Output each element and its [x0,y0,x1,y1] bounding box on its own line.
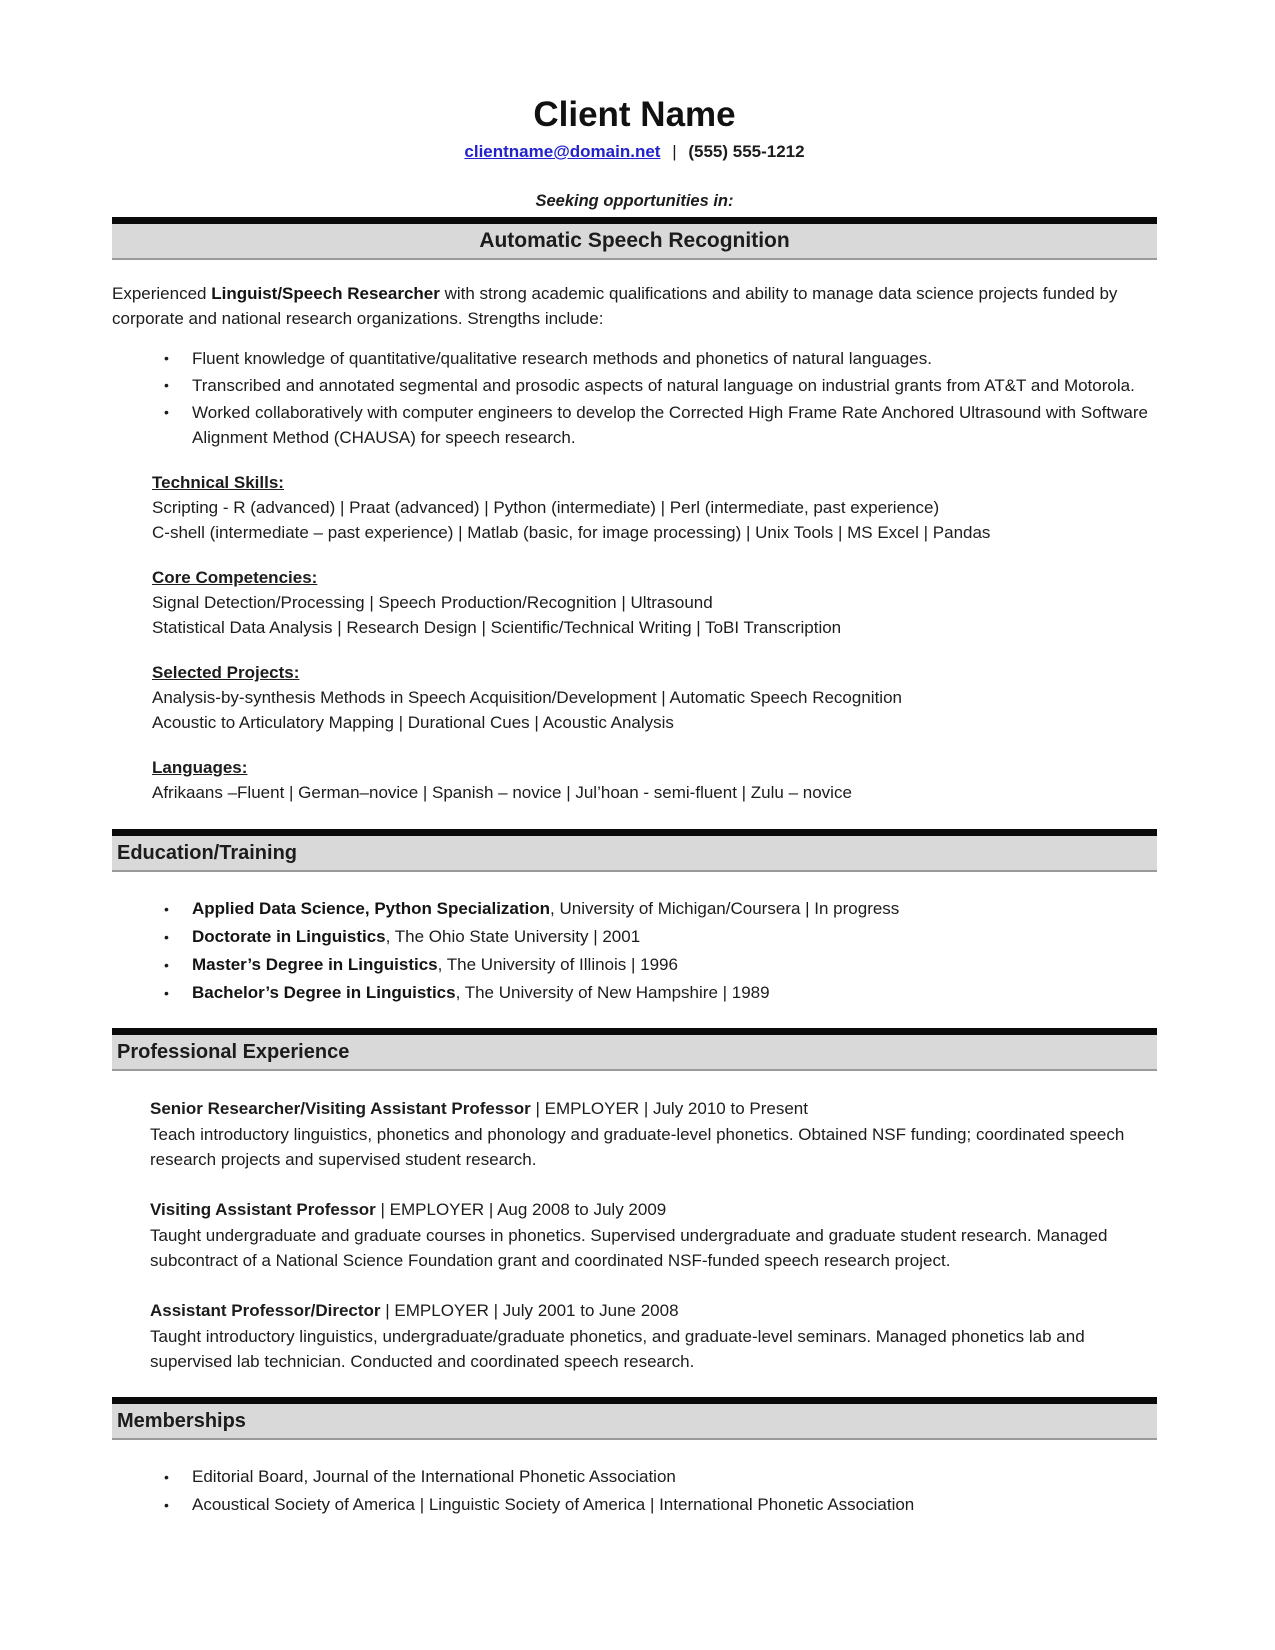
job-entry [150,1096,1157,1172]
list-item [112,1464,1157,1490]
resume-page [112,0,1157,1518]
bullet-icon: • [164,985,169,1001]
list-item [112,373,1157,398]
subsection-heading: Selected Projects: [152,663,300,682]
subsection-heading: Core Competencies: [152,568,318,587]
subsection-languages [152,755,1157,805]
subsection-line: Analysis-by-synthesis Methods in Speech Acquisition/Development | Automatic Speech Recognition [152,688,902,707]
contact-divider: | [672,142,677,161]
summary-highlight: Linguist/Speech Researcher [211,284,440,303]
section-header-memberships [112,1397,1157,1440]
bullet-text: Worked collaboratively with computer engineers to develop the Corrected High Frame Rate Anchored Ultrasound with Software Alignment Method (CHAUSA) for speech research. [192,403,1148,447]
section-header-education [112,829,1157,872]
job-entry [150,1298,1157,1374]
list-item [112,896,1157,922]
subsection-core-competencies [152,565,1157,640]
bullet-icon: • [164,350,169,366]
subsection-line: Statistical Data Analysis | Research Design | Scientific/Technical Writing | ToBI Transcription [152,618,842,637]
memberships-list [112,1464,1157,1518]
client-name: Client Name [533,95,736,134]
bullet-icon: • [164,1497,169,1513]
job-title-line [150,1096,1157,1121]
job-title-line [150,1298,1157,1323]
degree-name: Doctorate in Linguistics [192,927,386,946]
job-meta: | EMPLOYER | Aug 2008 to July 2009 [380,1200,667,1219]
degree-name: Bachelor’s Degree in Linguistics [192,983,456,1002]
list-item [112,952,1157,978]
education-list [112,896,1157,1006]
degree-details: , The Ohio State University | 2001 [385,927,641,946]
subsection-line: Acoustic to Articulatory Mapping | Durational Cues | Acoustic Analysis [152,713,674,732]
list-item [112,980,1157,1006]
job-title-line [150,1197,1157,1222]
job-description: Teach introductory linguistics, phonetics and phonology and graduate-level phonetics. Obtained NSF funding; coordinated speech research projects and supervised student research. [150,1125,1125,1169]
phone-number: (555) 555-1212 [688,142,805,161]
contact-line [112,139,1157,164]
list-item [112,400,1157,450]
subsection-heading: Technical Skills: [152,473,284,492]
section-title: Memberships [117,1410,246,1432]
subsection-heading: Languages: [152,758,248,777]
bullet-icon: • [164,901,169,917]
summary-suffix: with strong academic qualifications and ability to manage data science projects funded by corporate and national research organizations. Strengths include: [112,284,1118,328]
subsection-line: C-shell (intermediate – past experience) | Matlab (basic, for image processing) | Unix Tools | MS Excel | Pandas [152,523,991,542]
summary-paragraph [112,281,1157,331]
degree-details: , The University of New Hampshire | 1989 [455,983,770,1002]
section-title: Professional Experience [117,1041,350,1063]
subsection-technical-skills [152,470,1157,545]
education-entry [192,952,1157,978]
subsection-line: Scripting - R (advanced) | Praat (advanced) | Python (intermediate) | Perl (intermediate, past experience) [152,498,940,517]
email-link[interactable]: clientname@domain.net [464,142,661,161]
section-title: Education/Training [117,842,298,864]
education-entry [192,980,1157,1006]
education-entry [192,896,1157,922]
education-entry [192,924,1157,950]
subsection-line: Afrikaans –Fluent | German–novice | Spanish – novice | Jul’hoan - semi-fluent | Zulu – novice [152,783,852,802]
summary-prefix: Experienced [112,284,212,303]
job-description: Taught introductory linguistics, undergraduate/graduate phonetics, and graduate-level seminars. Managed phonetics lab and supervised lab technician. Conducted and coordinated speech research. [150,1327,1085,1371]
job-entry [150,1197,1157,1273]
membership-entry: Acoustical Society of America | Linguistic Society of America | International Phonetic Association [192,1495,915,1514]
job-description: Taught undergraduate and graduate courses in phonetics. Supervised undergraduate and graduate student research. Managed subcontract of a National Science Foundation grant and coordinated NSF-funded speech research project. [150,1226,1108,1270]
job-meta: | EMPLOYER | July 2001 to June 2008 [385,1301,679,1320]
summary-bullet-list [112,346,1157,450]
job-role: Visiting Assistant Professor [150,1200,376,1219]
subsection-selected-projects [152,660,1157,735]
subsection-line: Signal Detection/Processing | Speech Production/Recognition | Ultrasound [152,593,713,612]
job-role: Assistant Professor/Director [150,1301,381,1320]
list-item [112,924,1157,950]
degree-details: , University of Michigan/Coursera | In progress [550,899,900,918]
seeking-line: Seeking opportunities in: [535,192,734,210]
target-role-banner [112,217,1157,260]
bullet-icon: • [164,929,169,945]
bullet-text: Fluent knowledge of quantitative/qualitative research methods and phonetics of natural languages. [192,349,932,368]
bullet-icon: • [164,377,169,393]
job-meta: | EMPLOYER | July 2010 to Present [535,1099,808,1118]
bullet-icon: • [164,957,169,973]
list-item [112,346,1157,371]
bullet-icon: • [164,1469,169,1485]
job-role: Senior Researcher/Visiting Assistant Professor [150,1099,531,1118]
degree-details: , The University of Illinois | 1996 [437,955,678,974]
degree-name: Master’s Degree in Linguistics [192,955,438,974]
degree-name: Applied Data Science, Python Specialization [192,899,551,918]
bullet-text: Transcribed and annotated segmental and prosodic aspects of natural language on industrial grants from AT&T and Motorola. [192,376,1135,395]
section-header-experience [112,1028,1157,1071]
bullet-icon: • [164,404,169,420]
list-item [112,1492,1157,1518]
target-role: Automatic Speech Recognition [479,229,790,252]
membership-entry: Editorial Board, Journal of the International Phonetic Association [192,1467,676,1486]
